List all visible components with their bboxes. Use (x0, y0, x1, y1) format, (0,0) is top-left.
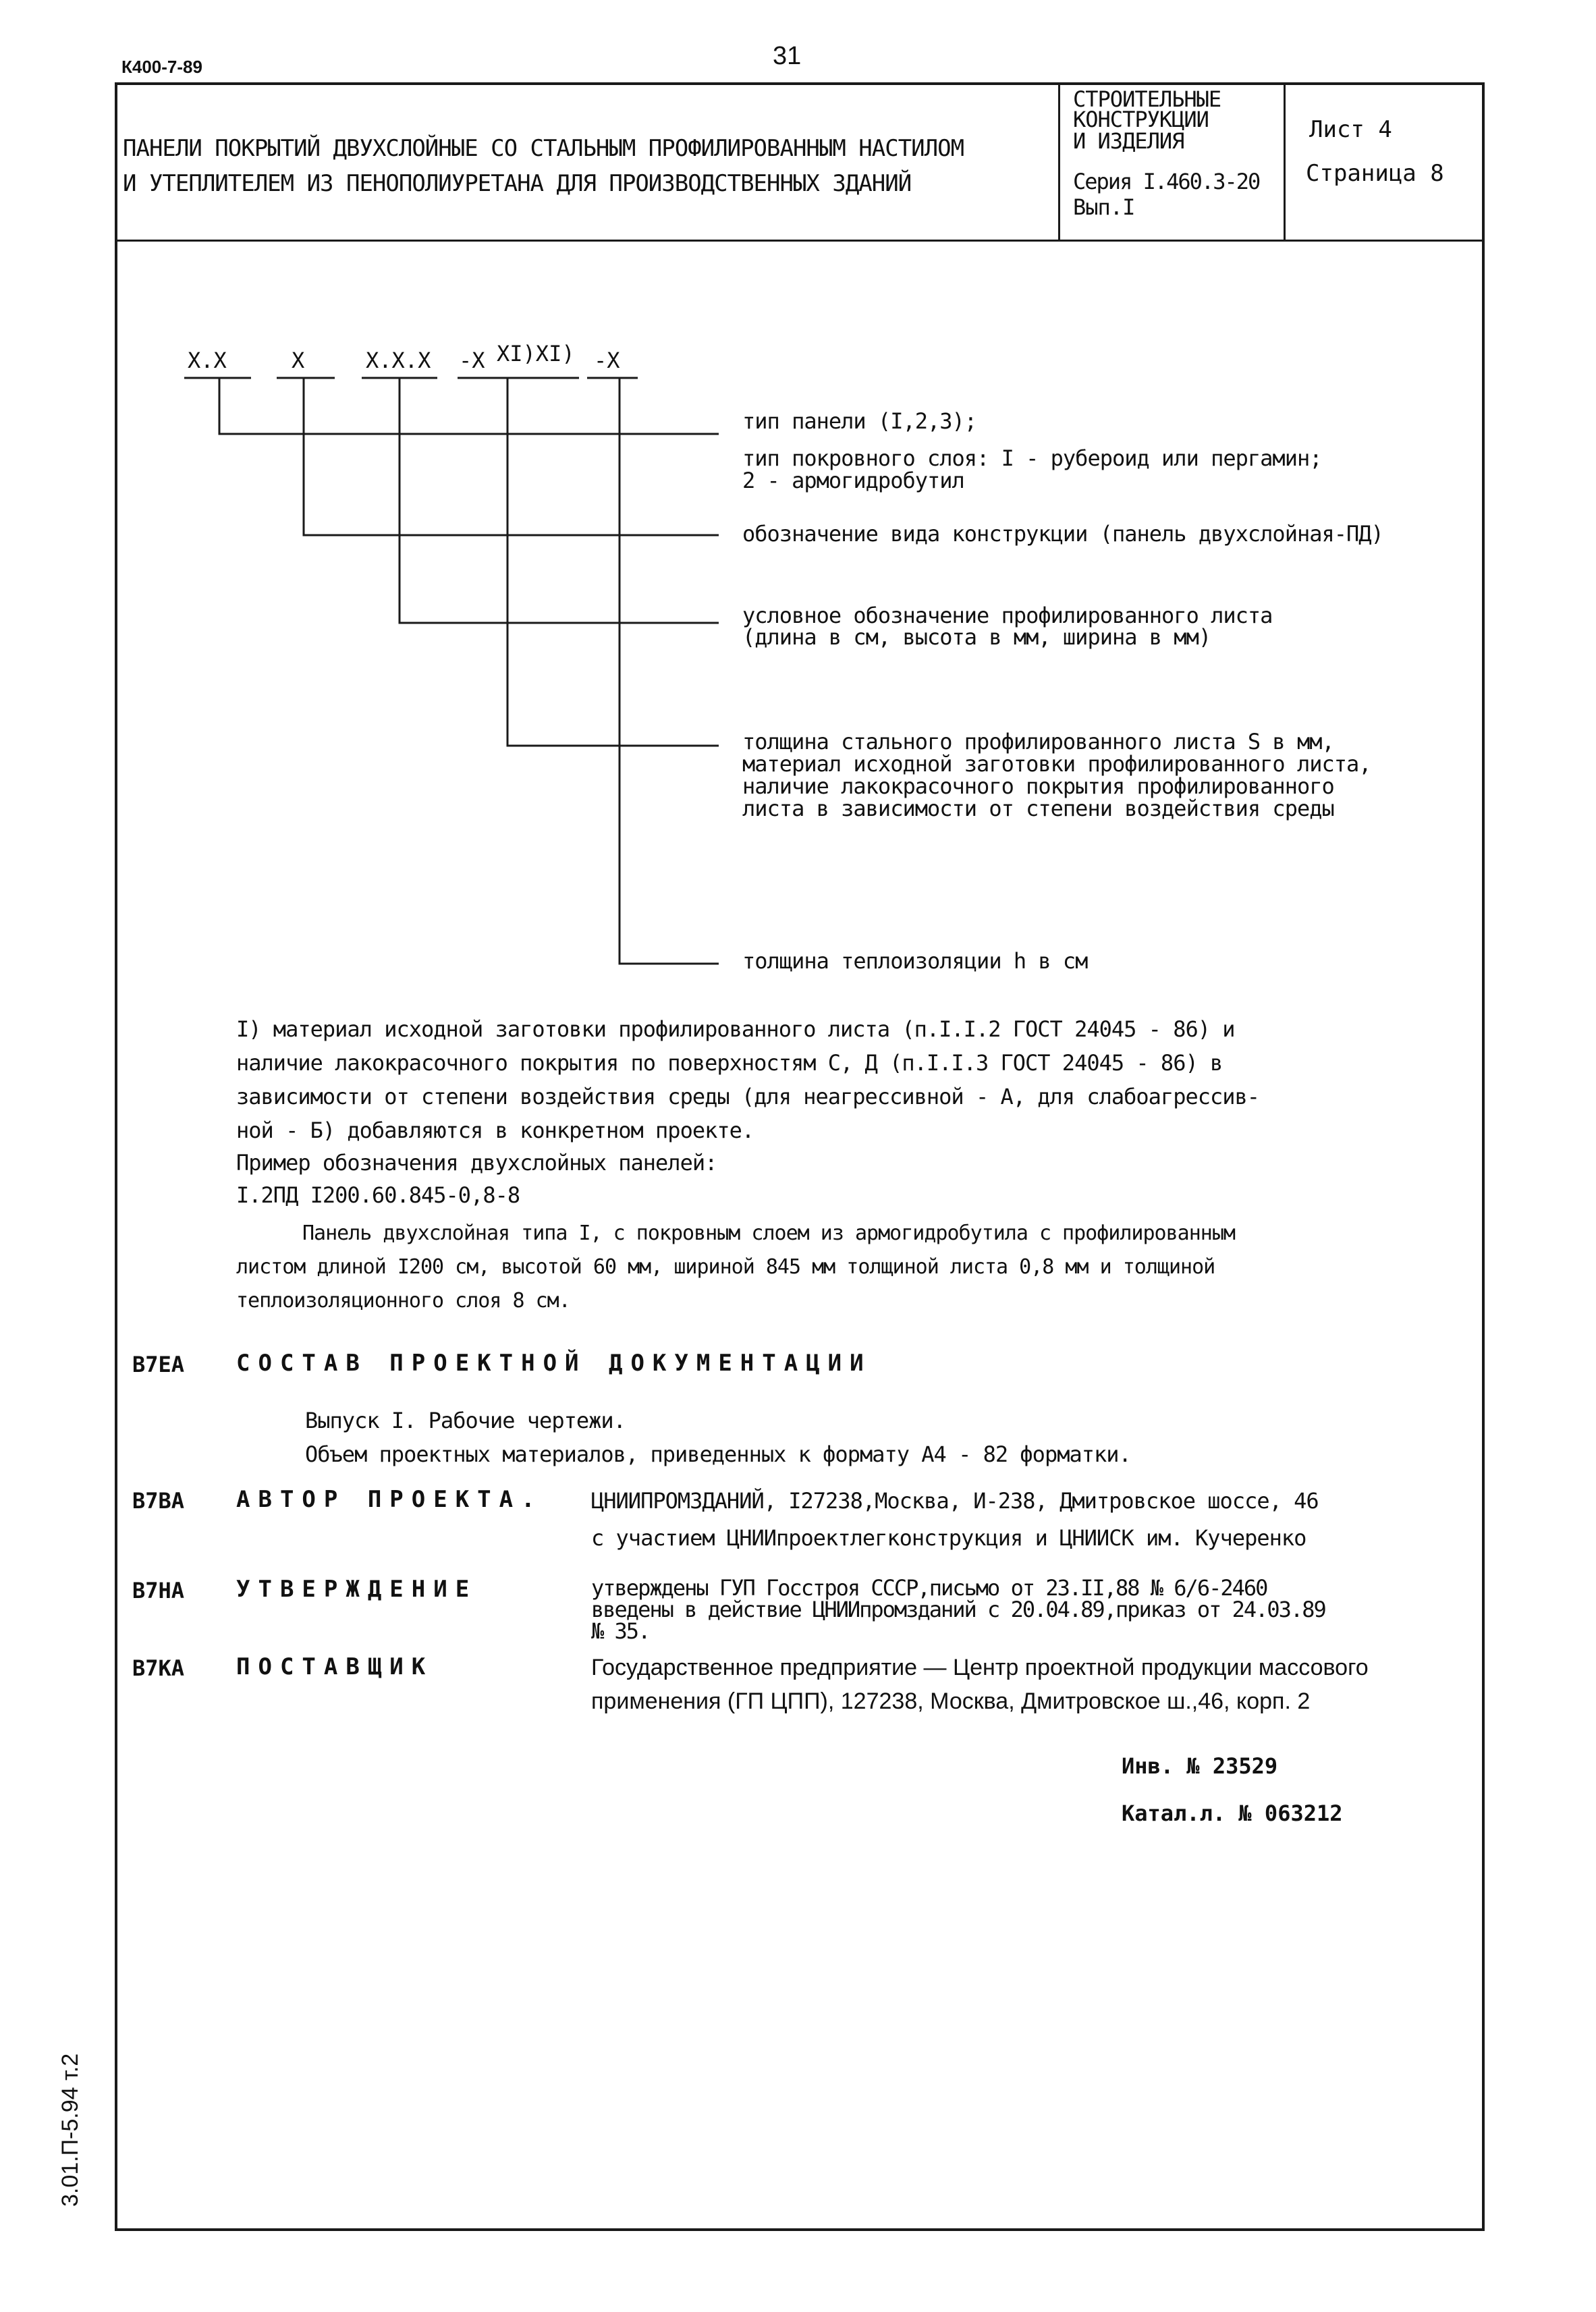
diagram-line-8: материал исходной заготовки профилированного листа, (742, 751, 1371, 777)
author-line-1: ЦНИИПРОМЗДАНИЙ, I27238,Москва, И-238, Дмитровское шоссе, 46 (591, 1488, 1319, 1514)
code-3: Х.Х.Х (366, 348, 431, 373)
page-number: 31 (773, 42, 802, 70)
side-stamp: 3.01.П-5.94 т.2 (57, 2053, 83, 2207)
code-1: Х.Х (188, 348, 227, 373)
note-line-1: I) материал исходной заготовки профилированного листа (п.I.I.2 ГОСТ 24045 - 86) и (236, 1016, 1235, 1042)
note-line-8: листом длиной I200 см, высотой 60 мм, шириной 845 мм толщиной листа 0,8 мм и толщиной (236, 1255, 1215, 1279)
category-line-3: И ИЗДЕЛИЯ (1073, 128, 1184, 154)
code-4: -Х (459, 348, 485, 373)
note-line-3: зависимости от степени воздействия среды (для неагрессивной - А, для слабоагрессив- (236, 1084, 1260, 1109)
author-line-2: с участием ЦНИИпроектлегконструкция и ЦНИИСК им. Кучеренко (591, 1525, 1306, 1551)
note-line-9: теплоизоляционного слоя 8 см. (236, 1289, 570, 1313)
approval-line-1: утверждены ГУП Госстроя СССР,письмо от 23.II,88 № 6/6-2460 (591, 1575, 1267, 1601)
category-line-2: КОНСТРУКЦИИ (1073, 107, 1209, 132)
leader-construction (304, 378, 719, 535)
leader-panel-type (219, 378, 719, 434)
author-heading: АВТОР ПРОЕКТА. (236, 1486, 543, 1513)
diagram-line-4: обозначение вида конструкции (панель двухслойная-ПД) (742, 521, 1383, 547)
supplier-line-2: применения (ГП ЦПП), 127238, Москва, Дмитровское ш.,46, корп. 2 (591, 1688, 1311, 1714)
designation-diagram (0, 0, 1596, 1012)
supplier-heading: ПОСТАВЩИК (236, 1653, 434, 1680)
note-line-4: ной - Б) добавляются в конкретном проекте. (236, 1118, 754, 1143)
supplier-line-1: Государственное предприятие — Центр проектной продукции массового (591, 1655, 1369, 1680)
code-5: ХI)ХI) (497, 341, 575, 366)
issue-label: Вып.I (1073, 194, 1135, 220)
doc-code: К400-7-89 (121, 57, 202, 77)
diagram-line-3: 2 - армогидробутил (742, 468, 964, 493)
approval-line-2: введены в действие ЦНИИпромзданий с 20.04.89,приказ от 24.03.89 (591, 1597, 1325, 1622)
diagram-line-10: листа в зависимости от степени воздействия среды (742, 796, 1334, 821)
composition-line-1: Выпуск I. Рабочие чертежи. (305, 1408, 626, 1433)
diagram-line-6: (длина в см, высота в мм, ширина в мм) (742, 624, 1211, 650)
leader-insulation (620, 378, 719, 964)
approval-code: В7НА (132, 1578, 185, 1603)
note-line-7: Панель двухслойная типа I, с покровным слоем из армогидробутила с профилированным (302, 1221, 1235, 1245)
diagram-line-5: условное обозначение профилированного листа (742, 603, 1273, 628)
composition-line-2: Объем проектных материалов, приведенных к формату А4 - 82 форматки. (305, 1441, 1131, 1467)
series-label: Серия I.460.3-20 (1073, 169, 1260, 194)
leader-profile (400, 378, 719, 623)
diagram-line-7: толщина стального профилированного листа S в мм, (742, 729, 1334, 754)
title-line-2: И УТЕПЛИТЕЛЕМ ИЗ ПЕНОПОЛИУРЕТАНА ДЛЯ ПРОИЗВОДСТВЕННЫХ ЗДАНИЙ (123, 170, 912, 197)
code-2: Х (292, 348, 305, 373)
page-label: Страница 8 (1306, 160, 1444, 187)
approval-line-3: № 35. (591, 1618, 650, 1644)
diagram-line-11: толщина теплоизоляции h в см (742, 948, 1088, 974)
catalog-number: Катал.л. № 063212 (1122, 1800, 1343, 1826)
composition-heading: СОСТАВ ПРОЕКТНОЙ ДОКУМЕНТАЦИИ (236, 1350, 872, 1377)
note-line-2: наличие лакокрасочного покрытия по поверхностям С, Д (п.I.I.3 ГОСТ 24045 - 86) в (236, 1050, 1223, 1076)
inventory-number: Инв. № 23529 (1122, 1753, 1278, 1779)
code-6: -Х (594, 348, 620, 373)
diagram-line-1: тип панели (I,2,3); (742, 408, 977, 434)
note-line-5: Пример обозначения двухслойных панелей: (236, 1150, 717, 1176)
sheet-label: Лист 4 (1309, 116, 1392, 143)
author-code: В7ВА (132, 1488, 185, 1514)
approval-heading: УТВЕРЖДЕНИЕ (236, 1576, 478, 1603)
title-line-1: ПАНЕЛИ ПОКРЫТИЙ ДВУХСЛОЙНЫЕ СО СТАЛЬНЫМ ПРОФИЛИРОВАННЫМ НАСТИЛОМ (123, 135, 964, 162)
diagram-line-2: тип покровного слоя: I - рубероид или пергамин; (742, 445, 1322, 471)
note-line-6: I.2ПД I200.60.845-0,8-8 (236, 1182, 520, 1208)
composition-code: В7ЕА (132, 1352, 185, 1377)
supplier-code: В7КА (132, 1655, 185, 1681)
category-line-1: СТРОИТЕЛЬНЫЕ (1073, 86, 1221, 112)
diagram-line-9: наличие лакокрасочного покрытия профилированного (742, 773, 1334, 799)
